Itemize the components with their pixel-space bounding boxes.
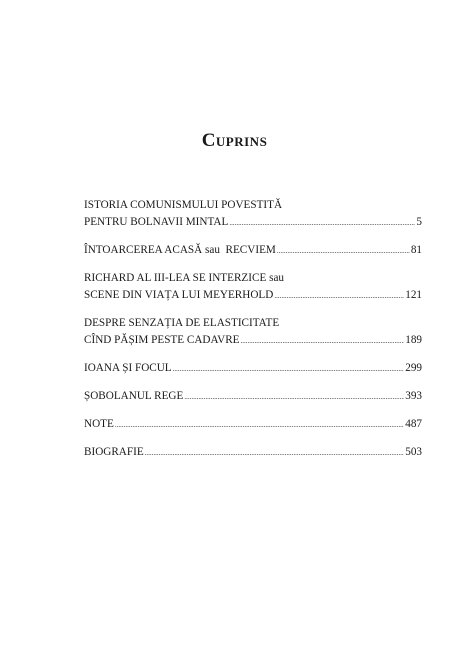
dot-leader: [173, 360, 405, 378]
toc-entry-line: [84, 332, 422, 350]
toc-entry-title: NOTE: [84, 418, 114, 430]
toc-entry: [84, 270, 422, 305]
toc-page-number: 393: [405, 390, 422, 402]
toc-page-number: 81: [410, 244, 422, 256]
toc-entry: [84, 416, 422, 434]
toc-entry-title: RICHARD AL III-LEA SE INTERZICE sau: [84, 272, 285, 284]
dot-leader: [229, 214, 415, 232]
toc-entry-line: [84, 287, 422, 305]
toc-entry-line: [84, 416, 422, 434]
toc-entry-line: [84, 360, 422, 378]
dot-leader: [184, 388, 404, 406]
toc-entry-line: [84, 388, 422, 406]
toc-entry-line: [84, 214, 422, 232]
toc-page-number: 121: [405, 289, 422, 301]
toc-page-number: 189: [405, 334, 422, 346]
toc-entry: [84, 388, 422, 406]
toc-entry-title: BIOGRAFIE: [84, 446, 144, 458]
dot-leader: [274, 287, 404, 305]
toc-entry-line: [84, 444, 422, 462]
toc-entry-title: DESPRE SENZAȚIA DE ELASTICITATE: [84, 317, 280, 329]
dot-leader: [145, 444, 405, 462]
toc-page-number: 487: [405, 418, 422, 430]
toc-entry-title: ÎNTOARCEREA ACASĂ sau RECVIEM: [84, 244, 276, 256]
dot-leader: [241, 332, 405, 350]
toc-entry: [84, 315, 422, 350]
toc-entry-title: ISTORIA COMUNISMULUI POVESTITĂ: [84, 199, 283, 211]
toc-entry-title: IOANA ȘI FOCUL: [84, 362, 172, 374]
toc-entry-title: ȘOBOLANUL REGE: [84, 390, 184, 402]
toc-entry: [84, 444, 422, 462]
table-of-contents: [84, 197, 422, 472]
toc-entry: [84, 360, 422, 378]
dot-leader: [277, 242, 410, 260]
dot-leader: [115, 416, 404, 434]
toc-entry-title: PENTRU BOLNAVII MINTAL: [84, 216, 229, 228]
toc-entry-line: [84, 270, 422, 287]
toc-entry-line: [84, 315, 422, 332]
toc-page-number: 299: [405, 362, 422, 374]
page-title: Cuprins: [201, 130, 268, 151]
toc-entry-line: [84, 197, 422, 214]
toc-entry: [84, 197, 422, 232]
toc-page-number: 5: [416, 216, 422, 228]
toc-entry-title: CÎND PĂȘIM PESTE CADAVRE: [84, 334, 240, 346]
toc-entry: [84, 242, 422, 260]
toc-page-number: 503: [405, 446, 422, 458]
toc-entry-title: SCENE DIN VIAȚA LUI MEYERHOLD: [84, 289, 274, 301]
toc-entry-line: [84, 242, 422, 260]
